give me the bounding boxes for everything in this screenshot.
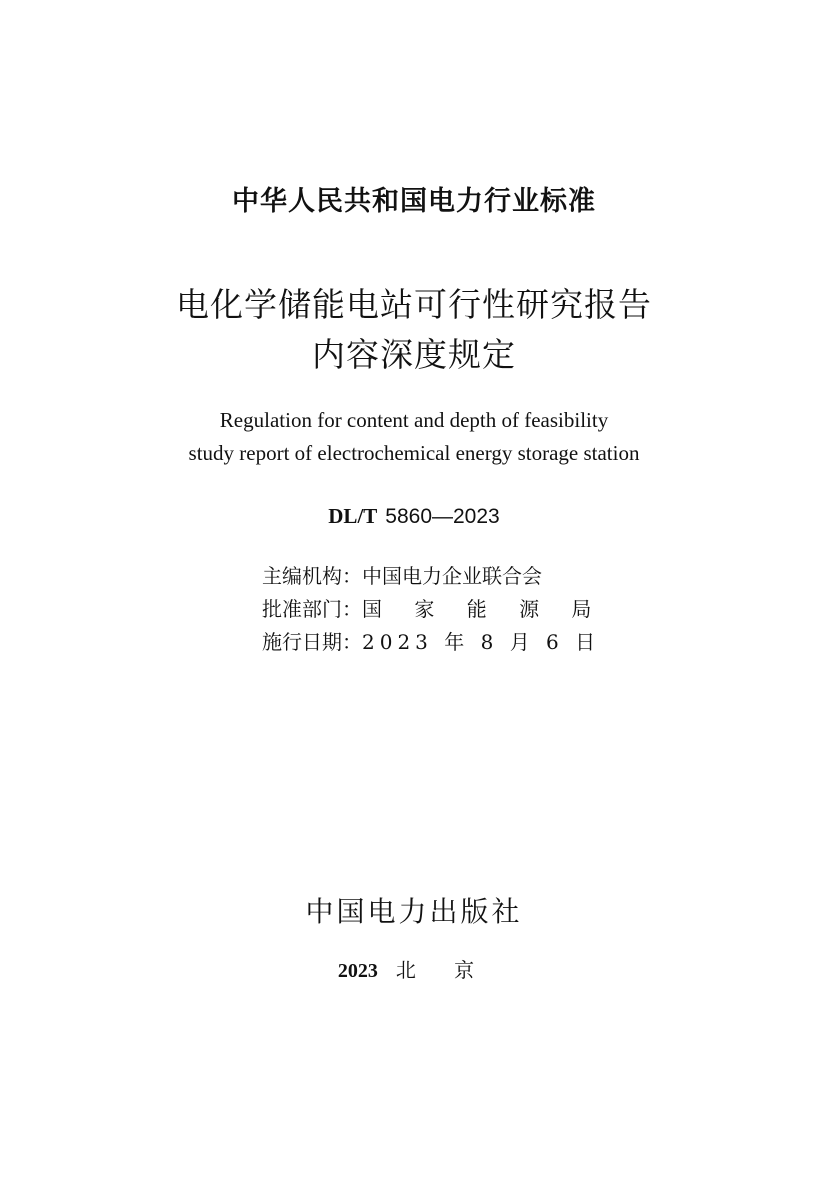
standard-code-number: 5860—2023 <box>385 505 500 528</box>
chinese-title <box>0 280 828 380</box>
approval-value: 国 家 能 源 局 <box>362 597 605 621</box>
standard-code-prefix: DL/T <box>328 504 378 528</box>
english-title-line-1: Regulation for content and depth of feasibility <box>219 408 609 432</box>
chief-editor-row <box>262 560 604 593</box>
effective-date-value: 2023 年 8 月 6 日 <box>362 630 601 654</box>
approval-label: 批准部门： <box>262 597 362 621</box>
publication-line <box>0 954 828 987</box>
english-title-line-2: study report of electrochemical energy storage station <box>188 441 640 465</box>
chief-editor-label: 主编机构： <box>262 564 362 588</box>
english-title <box>0 404 828 470</box>
chief-editor-value: 中国电力企业联合会 <box>362 564 542 588</box>
standard-category: 中华人民共和国电力行业标准 <box>232 186 596 217</box>
metadata-block <box>262 560 604 659</box>
effective-date-label: 施行日期： <box>262 630 362 654</box>
chinese-title-line-2: 内容深度规定 <box>312 335 516 374</box>
publisher-name: 中国电力出版社 <box>305 895 523 928</box>
chinese-title-line-1: 电化学储能电站可行性研究报告 <box>176 285 652 324</box>
publication-city: 北 京 <box>395 958 491 982</box>
standard-code <box>0 500 828 533</box>
publication-year: 2023 <box>337 960 378 982</box>
approval-row <box>262 593 604 626</box>
effective-date-row <box>262 626 604 659</box>
